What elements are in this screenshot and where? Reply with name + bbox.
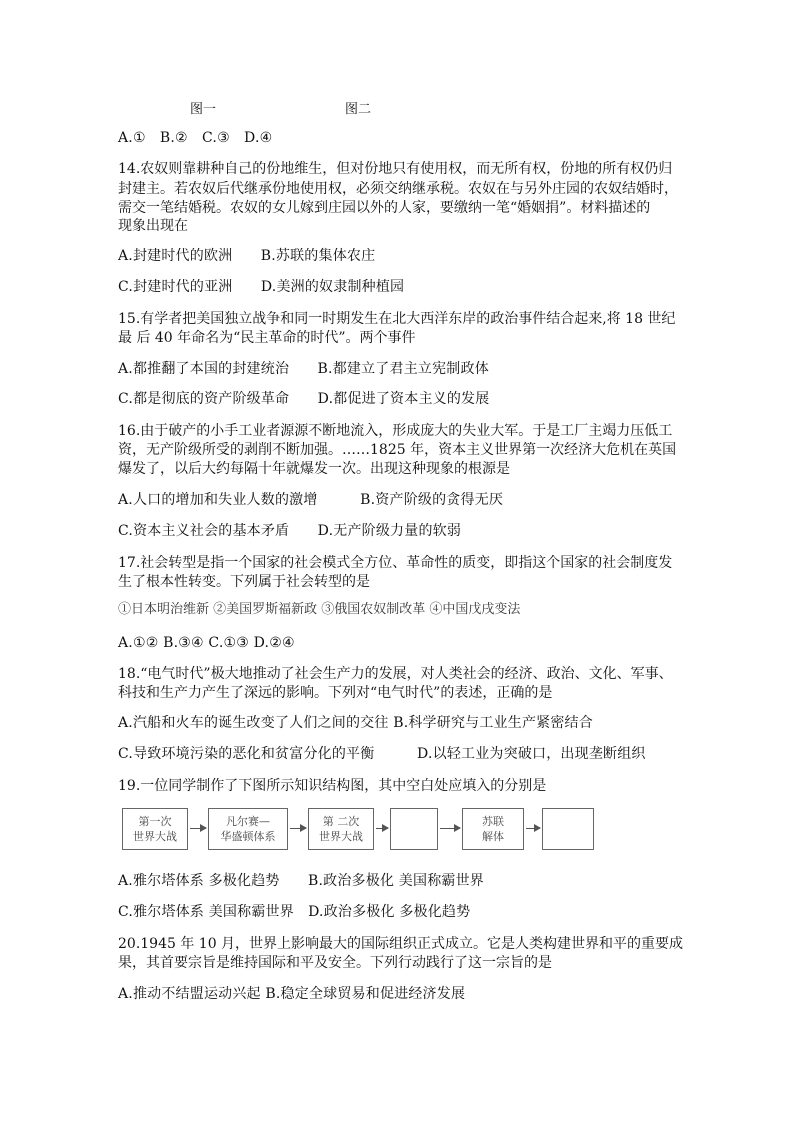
q18-stem-line-2: 科技和生产力产生了深远的影响。下列对“电气时代”的表述，正确的是 [118, 685, 553, 701]
q15-options-1: A.都推翻了本国的封建统治 B.都建立了君主立宪制政体 [118, 361, 489, 377]
q14-stem-line-3: 需交一笔结婚税。农奴的女儿嫁到庄园以外的人家，要缴纳一笔“婚姻捐”。材料描述的 [118, 200, 651, 216]
flow-arrow-5 [526, 828, 540, 829]
flow-box-5-line-1: 苏联 [482, 815, 504, 828]
flow-box-1 [122, 808, 188, 850]
flow-box-2 [208, 808, 288, 850]
q19-options-2: C.雅尔塔体系 美国称霸世界 D.政治多极化 多极化趋势 [118, 904, 471, 920]
q19-stem: 19.一位同学制作了下图所示知识结构图，其中空白处应填入的分别是 [118, 778, 547, 794]
q15-stem-line-2: 最 后 40 年命名为“民主革命的时代”。两个事件 [118, 330, 416, 346]
q18-stem-line-1: 18.“电气时代”极大地推动了社会生产力的发展，对人类社会的经济、政治、文化、军事、 [118, 666, 673, 682]
flow-box-5 [462, 808, 524, 850]
flow-box-5-line-2: 解体 [482, 830, 504, 843]
flow-box-3-line-2: 世界大战 [319, 830, 363, 843]
q17-stem-line-1: 17.社会转型是指一个国家的社会模式全方位、革命性的质变，即指这个国家的社会制度发 [118, 555, 673, 571]
flow-arrow-1 [190, 828, 206, 829]
figure-label-1: 图一 [190, 102, 217, 117]
q16-options-2: C.资本主义社会的基本矛盾 D.无产阶级力量的软弱 [118, 523, 462, 539]
flow-box-3-line-1: 第 二次 [322, 815, 360, 828]
q16-stem-line-2: 资，无产阶级所受的剥削不断加强。……1825 年，资本主义世界第一次经济大危机在英国 [118, 442, 677, 458]
q17-options: A.①② B.③④ C.①③ D.②④ [118, 635, 295, 651]
q15-options-2: C.都是彻底的资产阶级革命 D.都促进了资本主义的发展 [118, 391, 490, 407]
flow-box-3 [308, 808, 374, 850]
q19-options-1: A.雅尔塔体系 多极化趋势 B.政治多极化 美国称霸世界 [118, 873, 484, 889]
q16-stem-line-1: 16.由于破产的小手工业者源源不断地流入，形成庞大的失业大军。于是工厂主竭力压低工 [118, 423, 673, 439]
flow-arrow-4 [440, 828, 460, 829]
q13-options: A.① B.② C.③ D.④ [118, 130, 273, 146]
q15-stem-line-1: 15.有学者把美国独立战争和同一时期发生在北大西洋东岸的政治事件结合起来,将 18 世纪 [118, 311, 676, 327]
q18-options-2: C.导致环境污染的恶化和贫富分化的平衡 D.以轻工业为突破口，出现垄断组织 [118, 746, 646, 762]
q14-stem-line-1: 14.农奴则靠耕种自己的份地维生，但对份地只有使用权，而无所有权，份地的所有权仍归 [118, 161, 673, 177]
q20-options-1: A.推动不结盟运动兴起 B.稳定全球贸易和促进经济发展 [118, 986, 466, 1002]
q14-options-2: C.封建时代的亚洲 D.美洲的奴隶制种植园 [118, 279, 405, 295]
flow-arrow-3 [376, 828, 388, 829]
q14-options-1: A.封建时代的欧洲 B.苏联的集体农庄 [118, 248, 376, 264]
flow-arrow-2 [290, 828, 306, 829]
knowledge-flowchart [122, 808, 602, 854]
flow-box-4-blank [390, 808, 438, 850]
figure-label-2: 图二 [345, 102, 372, 117]
flow-box-2-line-2: 华盛顿体系 [220, 830, 276, 843]
q14-stem-line-2: 封建主。若农奴后代继承份地使用权，必须交纳继承税。农奴在与另外庄园的农奴结婚时， [118, 181, 678, 197]
flow-box-2-line-1: 凡尔赛— [226, 815, 270, 828]
q14-stem-line-4: 现象出现在 [118, 218, 188, 234]
q17-items: ①日本明治维新 ②美国罗斯福新政 ③俄国农奴制改革 ④中国戊戌变法 [118, 602, 521, 617]
q17-stem-line-2: 生了根本性转变。下列属于社会转型的是 [118, 574, 370, 590]
q20-stem-line-1: 20.1945 年 10 月，世界上影响最大的国际组织正式成立。它是人类构建世界和平的重要成 [118, 936, 684, 952]
flow-box-1-line-1: 第一次 [138, 815, 172, 828]
q16-stem-line-3: 爆发了，以后大约每隔十年就爆发一次。出现这种现象的根源是 [118, 461, 510, 477]
flow-box-1-line-2: 世界大战 [133, 830, 177, 843]
q16-options-1: A.人口的增加和失业人数的激增 B.资产阶级的贪得无厌 [118, 492, 504, 508]
flow-box-6-blank [542, 808, 594, 850]
q18-options-1: A.汽船和火车的诞生改变了人们之间的交往 B.科学研究与工业生产紧密结合 [118, 715, 593, 731]
q20-stem-line-2: 果，其首要宗旨是维持国际和平及安全。下列行动践行了这一宗旨的是 [118, 955, 552, 971]
